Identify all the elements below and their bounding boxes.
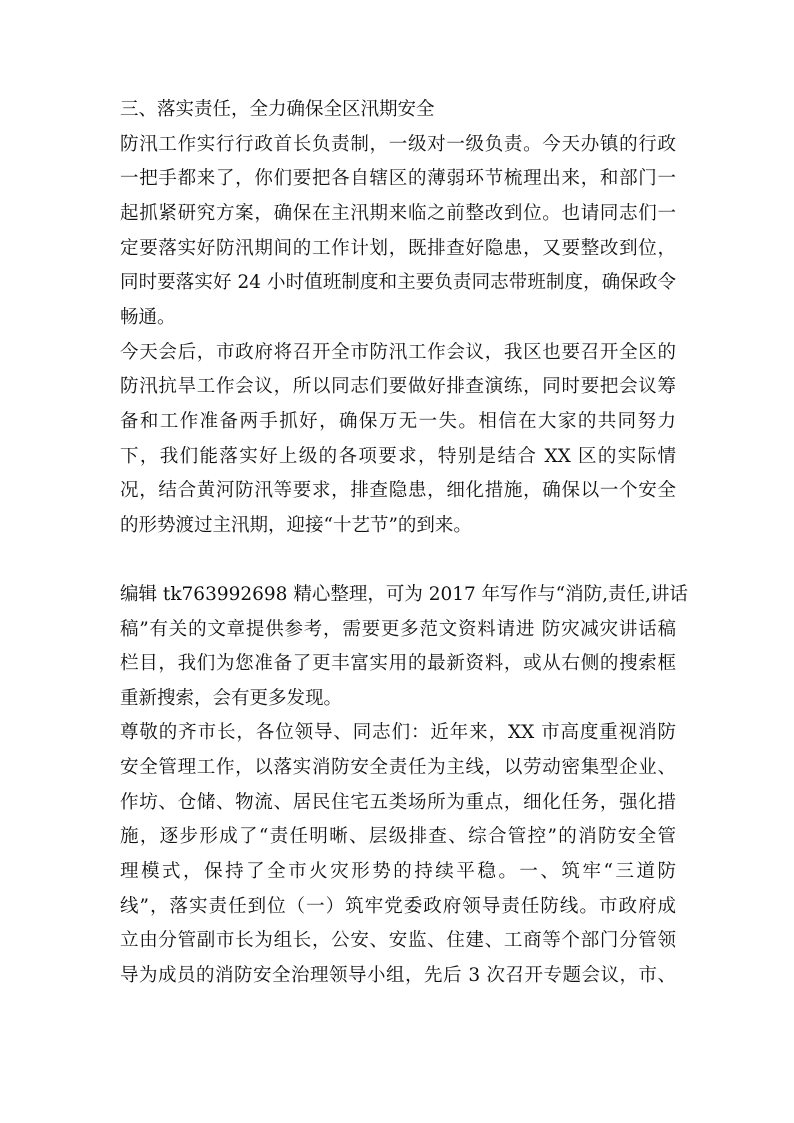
paragraph-line: 线”，落实责任到位（一）筑牢党委政府领导责任防线。市政府成 bbox=[120, 896, 676, 917]
paragraph-line: 况，结合黄河防汛等要求，排查隐患，细化措施，确保以一个安全 bbox=[120, 480, 676, 501]
editor-note-line: 重新搜索，会有更多发现。 bbox=[120, 688, 343, 709]
paragraph-line: 安全管理工作，以落实消防安全责任为主线，以劳动密集型企业、 bbox=[120, 757, 676, 778]
editor-note-line: 编辑 tk763992698 精心整理，可为 2017 年写作与“消防,责任,讲话 bbox=[120, 584, 688, 605]
paragraph-line: 畅通。 bbox=[120, 307, 176, 328]
paragraph-line: 尊敬的齐市长，各位领导、同志们：近年来，XX 市高度重视消防 bbox=[120, 722, 676, 743]
paragraph-line: 作坊、仓储、物流、居民住宅五类场所为重点，细化任务，强化措 bbox=[120, 792, 676, 813]
paragraph-line: 定要落实好防汛期间的工作计划，既排查好隐患，又要整改到位， bbox=[120, 238, 676, 259]
editor-note-line: 稿”有关的文章提供参考，需要更多范文资料请进 防灾减灾讲话稿 bbox=[120, 619, 676, 640]
paragraph-line: 今天会后，市政府将召开全市防汛工作会议，我区也要召开全区的 bbox=[120, 342, 676, 363]
paragraph-line: 防汛抗旱工作会议，所以同志们要做好排查演练，同时要把会议筹 bbox=[120, 376, 676, 397]
paragraph-line: 备和工作准备两手抓好，确保万无一失。相信在大家的共同努力 bbox=[120, 411, 676, 432]
paragraph-line: 同时要落实好 24 小时值班制度和主要负责同志带班制度，确保政令 bbox=[120, 272, 676, 293]
paragraph-line: 下，我们能落实好上级的各项要求，特别是结合 XX 区的实际情 bbox=[120, 446, 676, 467]
editor-note-line: 栏目，我们为您准备了更丰富实用的最新资料，或从右侧的搜索框 bbox=[120, 653, 676, 674]
paragraph-line: 理模式，保持了全市火灾形势的持续平稳。一、筑牢“三道防 bbox=[120, 861, 676, 882]
paragraph-line: 起抓紧研究方案，确保在主汛期来临之前整改到位。也请同志们一 bbox=[120, 203, 676, 224]
paragraph-line: 一把手都来了，你们要把各自辖区的薄弱环节梳理出来，和部门一 bbox=[120, 168, 676, 189]
paragraph-line: 的形势渡过主汛期，迎接“十艺节”的到来。 bbox=[120, 515, 472, 536]
section-heading: 三、落实责任，全力确保全区汛期安全 bbox=[120, 99, 435, 120]
paragraph-line: 施，逐步形成了“责任明晰、层级排查、综合管控”的消防安全管 bbox=[120, 826, 676, 847]
paragraph-line: 防汛工作实行行政首长负责制，一级对一级负责。今天办镇的行政 bbox=[120, 134, 676, 155]
paragraph-line: 立由分管副市长为组长，公安、安监、住建、工商等个部门分管领 bbox=[120, 930, 676, 951]
paragraph-line: 导为成员的消防安全治理领导小组，先后 3 次召开专题会议，市、 bbox=[120, 965, 676, 986]
